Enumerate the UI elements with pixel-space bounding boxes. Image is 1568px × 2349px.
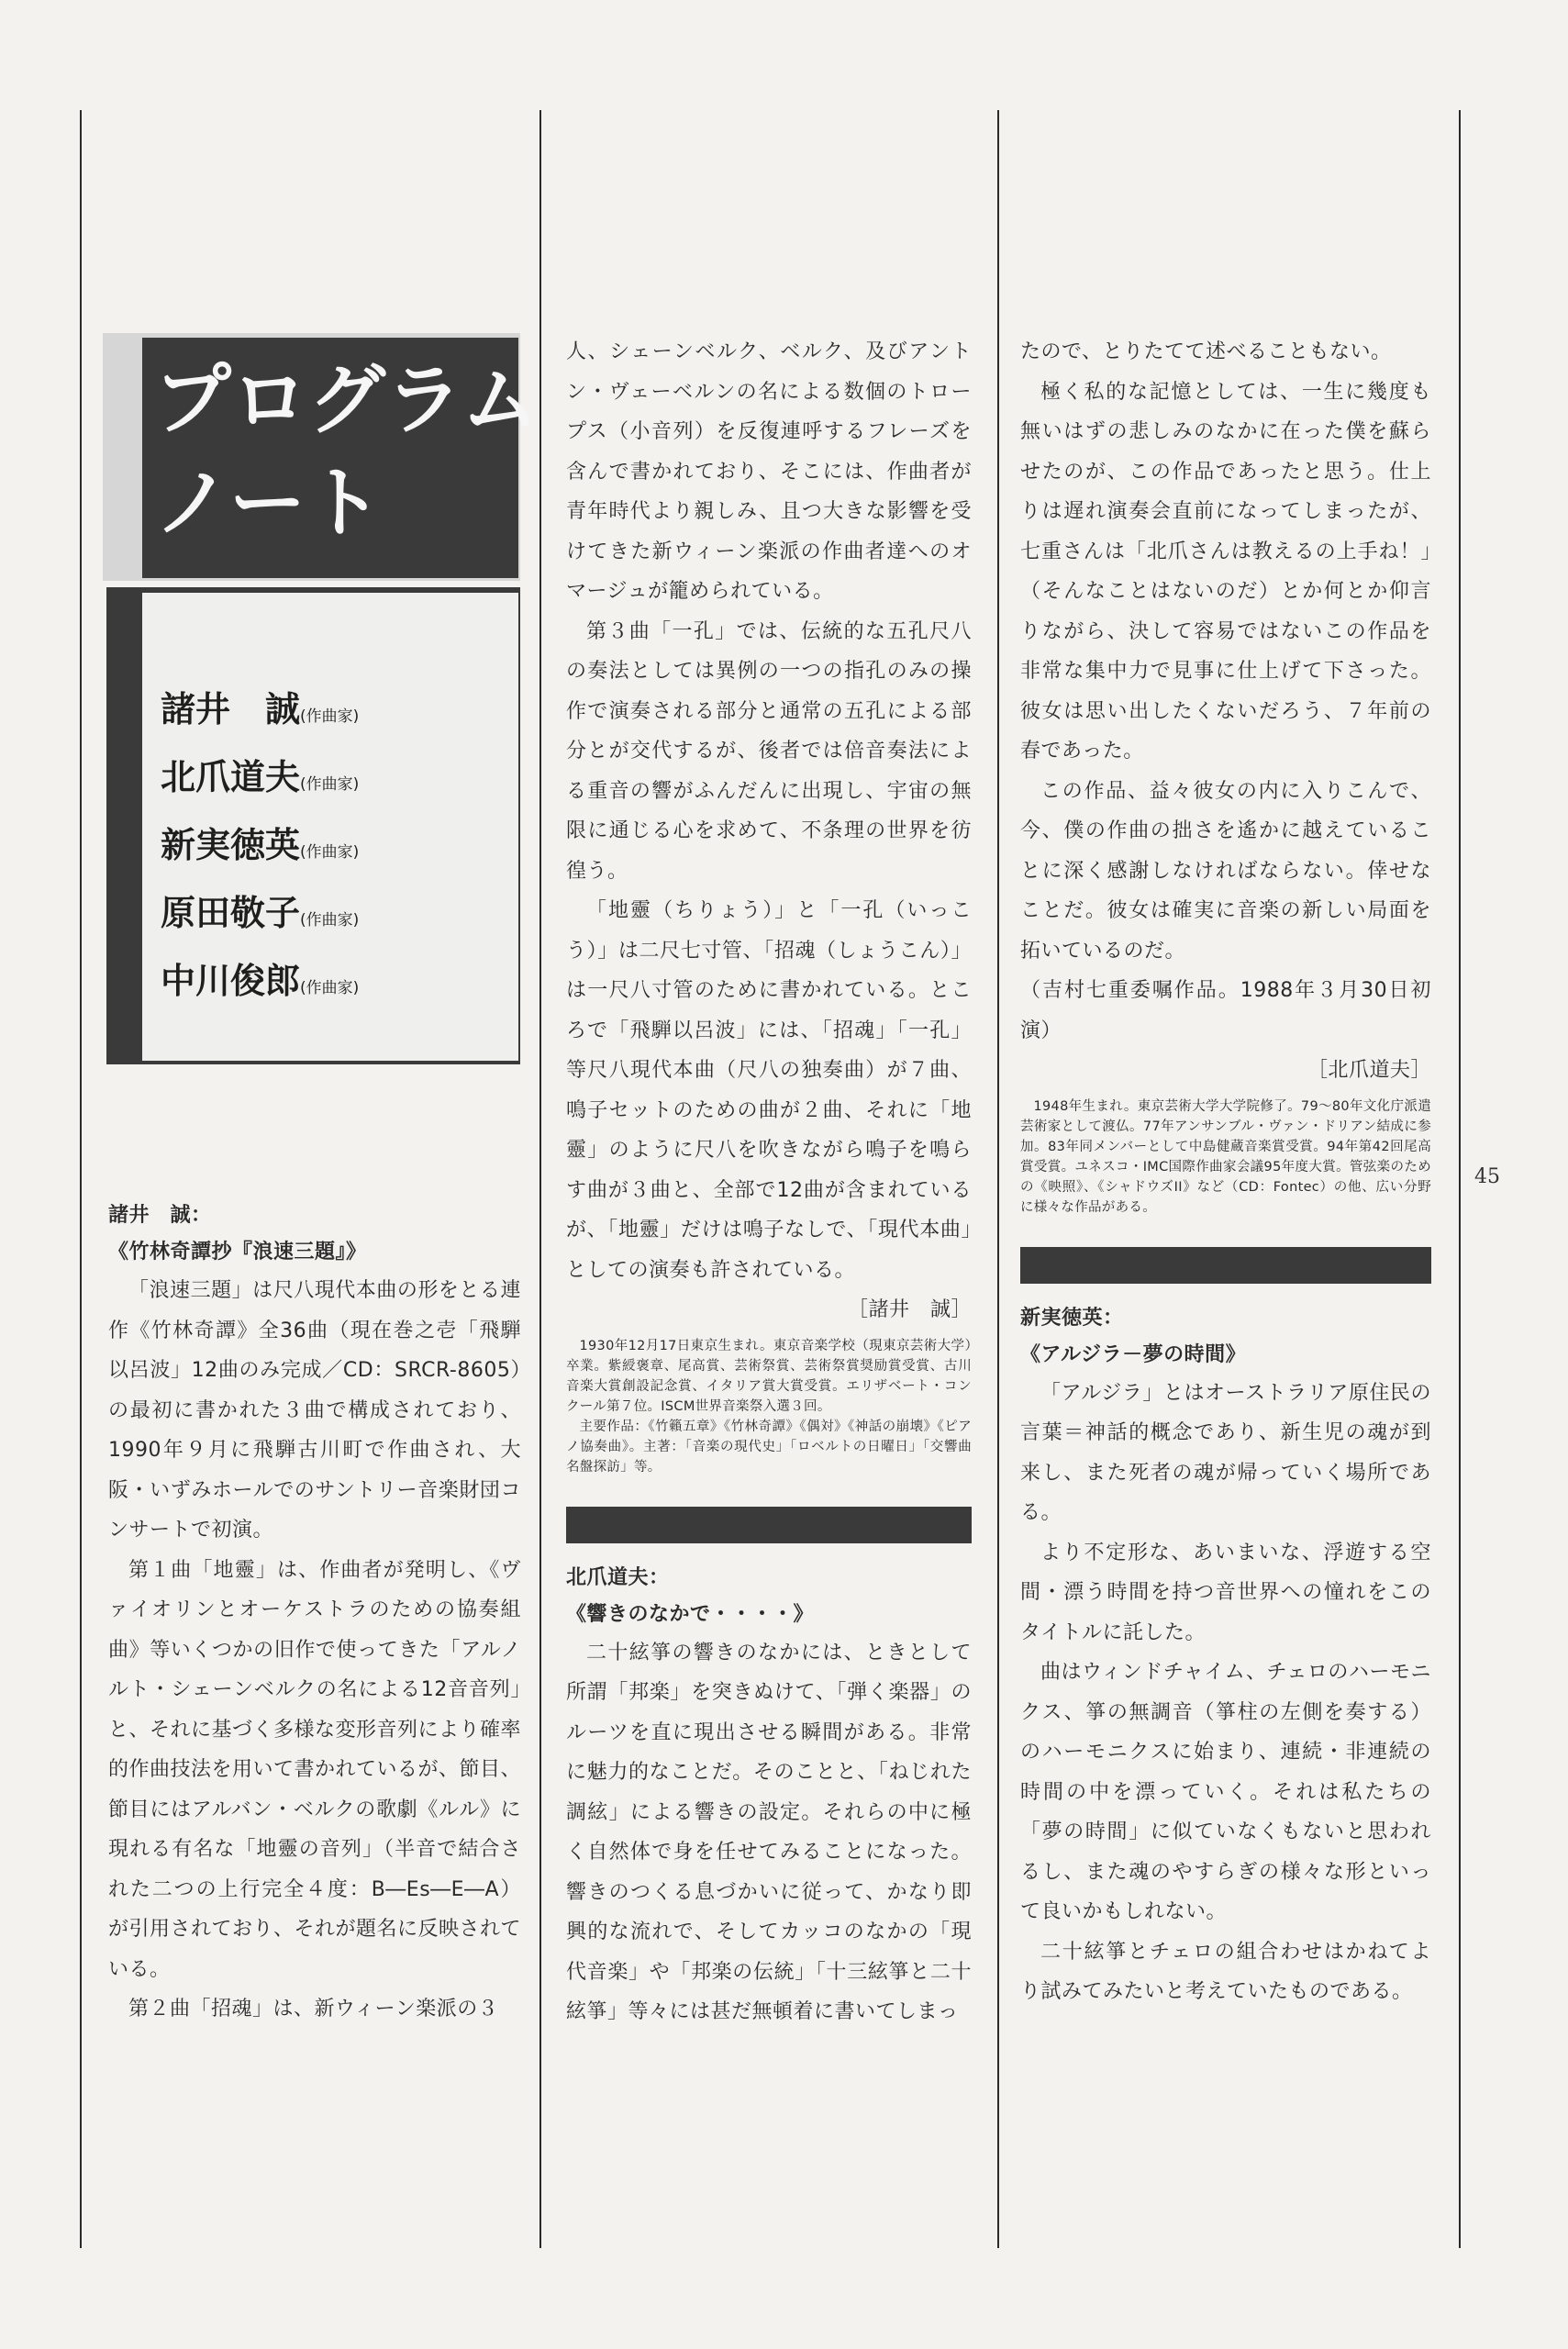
moroi-bio-line: 主要作品：《竹籟五章》《竹林奇譚》《偶対》《神話の崩壊》《ピアノ協奏曲》。主著：「音楽の現代史」「ロベルトの日曜日」「交響曲名盤探訪」等。 bbox=[566, 1419, 972, 1475]
kitazume-note: （吉村七重委嘱作品。1988年３月30日初演） bbox=[1020, 979, 1431, 1042]
composer-name: 中川俊郎 bbox=[161, 960, 301, 1001]
moroi-signature: ［諸井 誠］ bbox=[847, 1298, 972, 1321]
niimi-paragraph: 曲はウィンドチャイム、チェロのハーモニクス、箏の無調音（箏柱の左側を奏する）のハーモニクスに始まり、連続・非連続の時間の中を漂っていく。それは私たちの「夢の時間」に似ていなくもないと思われるし、また魂のやすらぎの様々な形といって良いかもしれない。 bbox=[1020, 1661, 1431, 1923]
composer-name: 北爪道夫 bbox=[161, 756, 301, 797]
composer-name: 諸井 誠 bbox=[161, 688, 301, 729]
composer-name: 新実徳英 bbox=[161, 824, 301, 865]
moroi-paragraph-cont: 人、シェーンベルク、ベルク、及びアントン・ヴェーベルンの名による数個のトロープス（小音列）を反復連呼するフレーズを含んで書かれており、そこには、作曲者が青年時代より親しみ、且つ大きな影響を受けてきた新ウィーン楽派の作曲者達へのオマージュが籠められている。 bbox=[566, 340, 972, 603]
moroi-paragraph-part: 第２曲「招魂」は、新ウィーン楽派の３ bbox=[128, 1998, 499, 2021]
section-divider-band bbox=[566, 1507, 972, 1543]
niimi-paragraph: より不定形な、あいまいな、浮遊する空間・漂う時間を持つ音世界への憧れをこのタイトルに託した。 bbox=[1020, 1541, 1431, 1644]
kitazume-paragraph-cont: たので、とりたてて述べることもない。 bbox=[1020, 340, 1392, 363]
moroi-paragraph: 第１曲「地靈」は、作曲者が発明し、《ヴァイオリンとオーケストラのための協奏組曲》等いくつかの旧作で使ってきた「アルノルト・シェーンベルクの名による12音音列」と、それに基づく多様な変形音列により確率的作曲技法を用いて書かれているが、節目、節目にはアルバン・ベルクの歌劇《ルル》に現れる有名な「地靈の音列」（半音で結合された二つの上行完全４度：B―Es―E―A）が引用されており、それが題名に反映されている。 bbox=[108, 1558, 522, 1981]
column-2 bbox=[566, 332, 972, 2032]
moroi-heading: 諸井 誠： bbox=[108, 1204, 212, 1227]
moroi-paragraph: 第３曲「一孔」では、伝統的な五孔尺八の奏法としては異例の一つの指孔のみの操作で演奏される部分と通常の五孔による部分とが交代するが、後者では倍音奏法による重音の響がふんだんに出現し、宇宙の無限に通じる心を求めて、不条理の世界を彷徨う。 bbox=[566, 619, 972, 883]
niimi-heading: 新実徳英： bbox=[1020, 1306, 1124, 1330]
title-line-1: プログラム bbox=[154, 354, 539, 445]
page-title bbox=[154, 349, 539, 554]
composer-role: (作曲家) bbox=[300, 911, 360, 930]
kitazume-heading: 北爪道夫： bbox=[566, 1565, 670, 1589]
kitazume-paragraph: この作品、益々彼女の内に入りこんで、今、僕の作曲の拙さを遙かに越えていることに深く感謝しなければならない。倖せなことだ。彼女は確実に音楽の新しい局面を拓いているのだ。 bbox=[1020, 779, 1431, 963]
column-rule-3 bbox=[997, 110, 999, 2248]
page-number: 45 bbox=[1474, 1165, 1500, 1188]
composer-role: (作曲家) bbox=[300, 707, 360, 726]
moroi-bio-line: 1930年12月17日東京生まれ。東京音楽学校（現東京芸術大学）卒業。紫綬褒章、尾高賞、芸術祭賞、芸術祭賞奨励賞受賞、古川音楽大賞創設記念賞、イタリア賞大賞受賞。エリザベート・コンクール第７位。ISCM世界音楽祭入選３回。 bbox=[566, 1338, 972, 1414]
column-rule-1 bbox=[80, 110, 82, 2248]
composer-name: 原田敬子 bbox=[161, 892, 301, 933]
column-1 bbox=[108, 1197, 521, 2030]
kitazume-signature: ［北爪道夫］ bbox=[1307, 1059, 1431, 1082]
kitazume-bio-text: 1948年生まれ。東京芸術大学大学院修了。79〜80年文化庁派遣芸術家として渡仏。77年アンサンブル・ヴァン・ドリアン結成に参加。83年同メンバーとして中島健蔵音楽賞受賞。94年第42回尾高賞受賞。ユネスコ・IMC国際作曲家会議95年度大賞。管弦楽のための《映照》、《シャドウズII》など（CD：Fontec）の他、広い分野に様々な作品がある。 bbox=[1020, 1098, 1431, 1215]
column-rule-4 bbox=[1459, 110, 1461, 2248]
composer-item bbox=[161, 951, 359, 1019]
composer-item bbox=[161, 883, 359, 951]
composer-list bbox=[161, 679, 359, 1019]
composer-item bbox=[161, 679, 359, 747]
column-rule-2 bbox=[539, 110, 541, 2248]
niimi-work-title: 《アルジラ－夢の時間》 bbox=[1020, 1342, 1247, 1366]
composer-role: (作曲家) bbox=[300, 775, 360, 794]
niimi-paragraph: 二十絃箏とチェロの組合わせはかねてより試みてみたいと考えていたものである。 bbox=[1020, 1940, 1431, 2003]
moroi-paragraph: 「浪速三題」は尺八現代本曲の形をとる連作《竹林奇譚》全36曲（現在巻之壱「飛騨以呂波」12曲のみ完成／CD：SRCR-8605）の最初に書かれた３曲で構成されており、1990年９月に飛騨古川町で作曲され、大阪・いずみホールでのサントリー音楽財団コンサートで初演。 bbox=[108, 1279, 521, 1542]
title-line-2: ノート bbox=[154, 457, 384, 548]
kitazume-paragraph-part: 二十絃箏の響きのなかには、ときとして所謂「邦楽」を突きぬけて、「弾く楽器」のルーツを直に現出させる瞬間がある。非常に魅力的なことだ。そのことと、「ねじれた調絃」による響きの設定。それらの中に極く自然体で身を任せてみることになった。響きのつくる息づかいに従って、かなり即興的な流れで、そしてカッコのなかの「現代音楽」や「邦楽の伝統」「十三絃箏と二十絃箏」等々には甚だ無頓着に書いてしまっ bbox=[566, 1641, 972, 2023]
composer-role: (作曲家) bbox=[300, 979, 360, 997]
kitazume-paragraph: 極く私的な記憶としては、一生に幾度も無いはずの悲しみのなかに在った僕を蘇らせたのが、この作品であったと思う。仕上りは遅れ演奏会直前になってしまったが、七重さんは「北爪さんは教えるの上手ね！」（そんなことはないのだ）とか何とか仰言りながら、決して容易ではないこの作品を非常な集中力で見事に仕上げて下さった。彼女は思い出したくないだろう、７年前の春であった。 bbox=[1020, 380, 1431, 763]
column-3 bbox=[1020, 332, 1431, 2012]
moroi-bio bbox=[566, 1336, 972, 1477]
composer-role: (作曲家) bbox=[300, 843, 360, 862]
kitazume-bio bbox=[1020, 1097, 1431, 1218]
composer-item bbox=[161, 815, 359, 883]
niimi-paragraph: 「アルジラ」とはオーストラリア原住民の言葉＝神話的概念であり、新生児の魂が到来し、また死者の魂が帰っていく場所である。 bbox=[1020, 1381, 1431, 1524]
kitazume-work-title: 《響きのなかで・・・・》 bbox=[566, 1602, 815, 1626]
composer-item bbox=[161, 747, 359, 815]
moroi-paragraph: 「地靈（ちりょう）」と「一孔（いっこう）」は二尺七寸管、「招魂（しょうこん）」は一尺八寸管のために書かれている。ところで「飛騨以呂波」には、「招魂」「一孔」等尺八現代本曲（尺八の独奏曲）が７曲、鳴子セットのための曲が２曲、それに「地靈」のように尺八を吹きながら鳴子を鳴らす曲が３曲と、全部で12曲が含まれているが、「地靈」だけは鳴子なしで、「現代本曲」としての演奏も許されている。 bbox=[566, 899, 972, 1282]
moroi-work-title: 《竹林奇譚抄『浪速三題』》 bbox=[108, 1241, 367, 1264]
section-divider-band bbox=[1020, 1247, 1431, 1284]
